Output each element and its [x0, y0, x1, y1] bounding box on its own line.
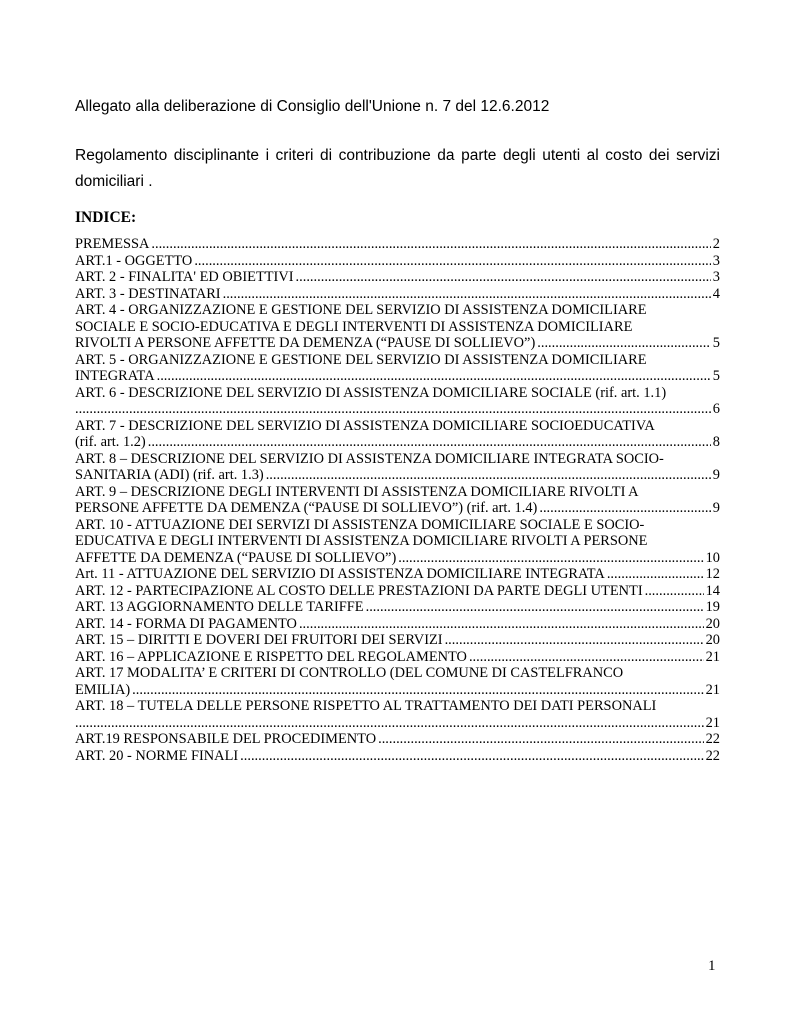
toc-dot-leader [469, 649, 704, 666]
toc-entry-last-line [75, 401, 720, 418]
toc-entry-last-line [75, 715, 720, 732]
toc-dot-leader [223, 286, 711, 303]
toc-page-number: 3 [712, 252, 720, 269]
toc-entry-title: ART. 16 – APPLICAZIONE E RISPETTO DEL REGOLAMENTO [75, 648, 467, 665]
toc-page-number: 3 [712, 269, 720, 285]
toc-page-number: 9 [712, 500, 720, 516]
toc-entry-last-line [75, 335, 720, 352]
toc-entry[interactable] [75, 517, 720, 567]
toc-dot-leader [445, 632, 704, 649]
toc-dot-leader [645, 583, 704, 600]
toc-page-number: 22 [705, 731, 720, 747]
toc-entry[interactable] [75, 269, 720, 286]
toc-entry-last-line [75, 269, 720, 286]
toc-dot-leader [240, 748, 703, 765]
toc-entry-title: ART. 2 - FINALITA' ED OBIETTIVI [75, 269, 294, 285]
toc-entry-last-line [75, 731, 720, 748]
page-number: 1 [708, 958, 716, 974]
toc-entry-line: ART. 4 - ORGANIZZAZIONE E GESTIONE DEL SERVIZIO DI ASSISTENZA DOMICILIARE [75, 302, 647, 318]
toc-entry-title: RIVOLTI A PERSONE AFFETTE DA DEMENZA (“PAUSE DI SOLLIEVO”) [75, 335, 536, 351]
toc-entry-line: ART. 10 - ATTUAZIONE DEI SERVIZI DI ASSISTENZA DOMICILIARE SOCIALE E SOCIO- [75, 516, 645, 533]
toc-entry-title: ART. 13 AGGIORNAMENTO DELLE TARIFFE [75, 599, 364, 615]
toc-entry-line: ART. 6 - DESCRIZIONE DEL SERVIZIO DI ASSISTENZA DOMICILIARE SOCIALE (rif. art. 1.1) [75, 384, 667, 401]
toc-page-number: 21 [705, 714, 720, 731]
toc-entry[interactable] [75, 616, 720, 633]
toc-page-number: 19 [705, 599, 720, 615]
toc-entry-line: ART. 17 MODALITA’ E CRITERI DI CONTROLLO (DEL COMUNE DI CASTELFRANCO [75, 665, 624, 681]
toc-entry-title: Art. 11 - ATTUAZIONE DEL SERVIZIO DI ASSISTENZA DOMICILIARE INTEGRATA [75, 566, 605, 582]
toc-entry-line: ART. 9 – DESCRIZIONE DEGLI INTERVENTI DI ASSISTENZA DOMICILIARE RIVOLTI A [75, 483, 639, 500]
toc-entry-title: PERSONE AFFETTE DA DEMENZA (“PAUSE DI SOLLIEVO”) (rif. art. 1.4) [75, 500, 538, 516]
toc-entry[interactable] [75, 748, 720, 765]
toc-dot-leader [378, 731, 704, 748]
toc-entry-title: ART. 20 - NORME FINALI [75, 747, 239, 764]
toc-entry-line: ART. 18 – TUTELA DELLE PERSONE RISPETTO AL TRATTAMENTO DEI DATI PERSONALI [75, 698, 657, 714]
toc-entry-last-line [75, 682, 720, 699]
toc-entry-last-line [75, 500, 720, 517]
toc-page-number: 4 [712, 285, 720, 302]
toc-entry-title: AFFETTE DA DEMENZA (“PAUSE DI SOLLIEVO”) [75, 549, 397, 566]
toc-entry[interactable] [75, 649, 720, 666]
toc-entry-line: EDUCATIVA E DEGLI INTERVENTI DI ASSISTENZA DOMICILIARE RIVOLTI A PERSONE [75, 533, 648, 549]
toc-dot-leader [398, 550, 703, 567]
toc-dot-leader [75, 401, 711, 418]
toc-dot-leader [366, 599, 704, 616]
toc-dot-leader [132, 682, 703, 699]
toc-entry-last-line [75, 286, 720, 303]
toc-entry-last-line [75, 616, 720, 633]
toc-entry[interactable] [75, 665, 720, 698]
toc-entry-title: EMILIA) [75, 681, 131, 698]
toc-entry[interactable] [75, 731, 720, 748]
toc-entry-title: ART.19 RESPONSABILE DEL PROCEDIMENTO [75, 731, 377, 747]
toc-entry-line: ART. 7 - DESCRIZIONE DEL SERVIZIO DI ASSISTENZA DOMICILIARE SOCIOEDUCATIVA [75, 417, 655, 434]
toc-dot-leader [299, 616, 704, 633]
toc-entry-last-line [75, 467, 720, 484]
toc-dot-leader [151, 236, 710, 253]
toc-entry[interactable] [75, 566, 720, 583]
index-heading: INDICE: [75, 209, 137, 226]
toc-entry-last-line [75, 583, 720, 600]
regulation-title [75, 143, 720, 195]
toc-entry-last-line [75, 253, 720, 270]
toc-entry-last-line [75, 434, 720, 451]
toc-entry[interactable] [75, 302, 720, 352]
toc-entry-last-line [75, 599, 720, 616]
toc-entry-last-line [75, 566, 720, 583]
toc-page-number: 22 [705, 747, 720, 764]
toc-entry-last-line [75, 748, 720, 765]
table-of-contents [75, 236, 720, 764]
toc-entry-title: INTEGRATA [75, 368, 155, 384]
toc-dot-leader [266, 467, 711, 484]
toc-dot-leader [296, 269, 711, 286]
toc-entry[interactable] [75, 698, 720, 731]
toc-entry-title: ART. 3 - DESTINATARI [75, 285, 221, 302]
toc-entry-last-line [75, 632, 720, 649]
toc-dot-leader [75, 715, 704, 732]
toc-entry-title: ART.1 - OGGETTO [75, 252, 193, 269]
toc-entry-last-line [75, 649, 720, 666]
toc-entry-title: (rif. art. 1.2) [75, 434, 146, 450]
toc-entry[interactable] [75, 599, 720, 616]
toc-entry-last-line [75, 236, 720, 253]
toc-entry[interactable] [75, 236, 720, 253]
toc-page-number: 2 [712, 236, 720, 252]
toc-entry[interactable] [75, 418, 720, 451]
toc-entry[interactable] [75, 385, 720, 418]
toc-dot-leader [194, 253, 710, 270]
annex-reference: Allegato alla deliberazione di Consiglio dell'Unione n. 7 del 12.6.2012 [75, 98, 550, 115]
toc-entry-title: ART. 12 - PARTECIPAZIONE AL COSTO DELLE PRESTAZIONI DA PARTE DEGLI UTENTI [75, 582, 643, 599]
toc-entry-title: SANITARIA (ADI) (rif. art. 1.3) [75, 467, 264, 483]
toc-dot-leader [537, 335, 711, 352]
toc-page-number: 20 [705, 615, 720, 632]
toc-entry-line: ART. 8 – DESCRIZIONE DEL SERVIZIO DI ASSISTENZA DOMICILIARE INTEGRATA SOCIO- [75, 450, 664, 467]
regulation-title-line-1: Regolamento disciplinante i criteri di contribuzione da parte degli utenti al costo dei servizi [75, 147, 720, 164]
toc-page-number: 14 [705, 582, 720, 599]
regulation-title-line-2: domiciliari . [75, 173, 153, 190]
toc-page-number: 12 [705, 566, 720, 582]
toc-entry-line: SOCIALE E SOCIO-EDUCATIVA E DEGLI INTERVENTI DI ASSISTENZA DOMICILIARE [75, 318, 633, 335]
toc-dot-leader [157, 368, 711, 385]
toc-page-number: 8 [712, 434, 720, 450]
toc-entry-title: ART. 14 - FORMA DI PAGAMENTO [75, 615, 297, 632]
toc-entry[interactable] [75, 632, 720, 649]
toc-entry-last-line [75, 550, 720, 567]
toc-entry-title: ART. 15 – DIRITTI E DOVERI DEI FRUITORI DEI SERVIZI [75, 632, 443, 648]
toc-entry-title: PREMESSA [75, 236, 150, 252]
toc-dot-leader [148, 434, 711, 451]
toc-page-number: 10 [705, 549, 720, 566]
toc-entry[interactable] [75, 253, 720, 270]
toc-page-number: 20 [705, 632, 720, 648]
toc-page-number: 6 [712, 401, 720, 417]
toc-entry[interactable] [75, 352, 720, 385]
toc-dot-leader [539, 500, 710, 517]
toc-entry-last-line [75, 368, 720, 385]
toc-entry[interactable] [75, 286, 720, 303]
toc-entry[interactable] [75, 484, 720, 517]
toc-entry-line: ART. 5 - ORGANIZZAZIONE E GESTIONE DEL SERVIZIO DI ASSISTENZA DOMICILIARE [75, 351, 647, 368]
toc-page-number: 21 [705, 648, 720, 665]
toc-entry[interactable] [75, 583, 720, 600]
toc-dot-leader [607, 566, 704, 583]
toc-entry[interactable] [75, 451, 720, 484]
toc-page-number: 9 [712, 467, 720, 483]
toc-page-number: 5 [712, 335, 720, 351]
toc-page-number: 5 [712, 368, 720, 384]
toc-page-number: 21 [705, 681, 720, 698]
